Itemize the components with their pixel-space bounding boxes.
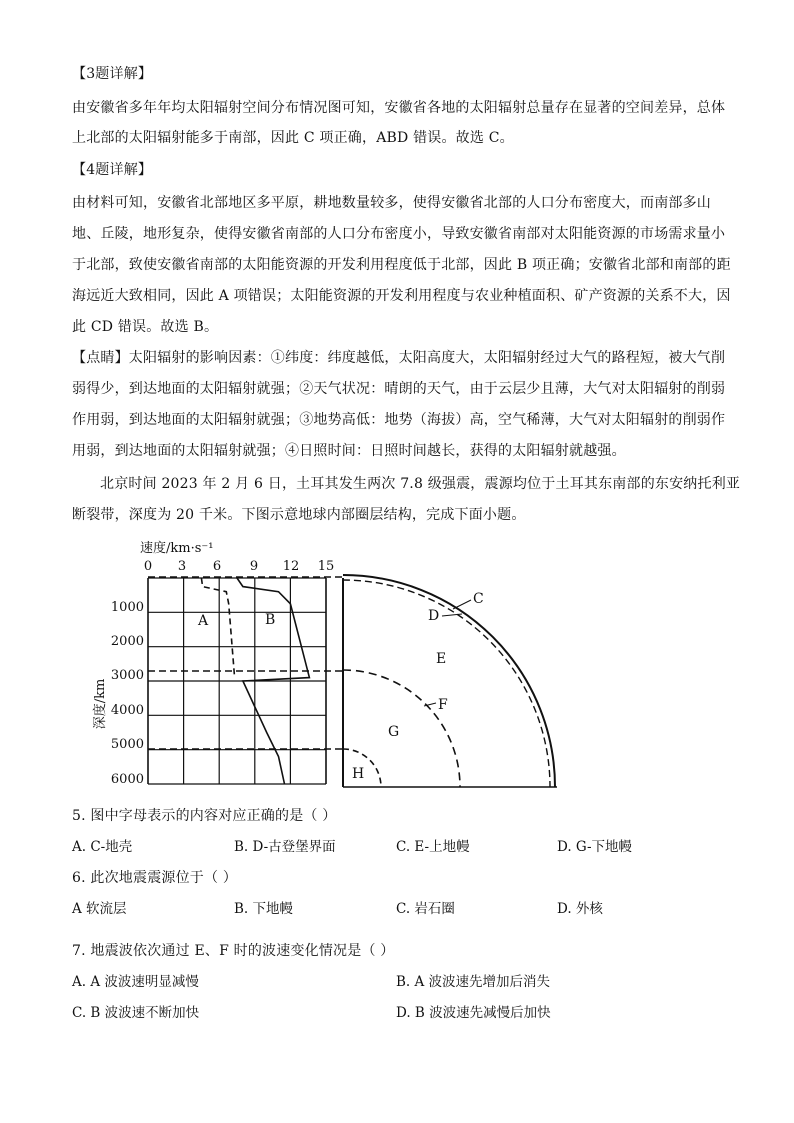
depth-tick: 3000 [110, 668, 144, 683]
q3-line-2: 上北部的太阳辐射能多于南部，因此 C 项正确，ABD 错误。故选 C。 [72, 130, 514, 146]
layer-label-c: C [473, 591, 484, 607]
crust-outer-arc [343, 575, 555, 787]
depth-tick: 2000 [110, 634, 144, 649]
tips-line-1: 【点睛】太阳辐射的影响因素：①纬度：纬度越低，太阳高度大，太阳辐射经过大气的路程短，被大气削 [72, 350, 726, 366]
q5-option-b[interactable]: B. D-古登堡界面 [234, 839, 336, 855]
velocity-grid [148, 578, 326, 784]
depth-tick: 4000 [110, 703, 144, 718]
q7-option-a[interactable]: A. A 波波速明显减慢 [72, 974, 199, 990]
wave-a-label: A [198, 613, 209, 629]
q4-line-1: 由材料可知，安徽省北部地区多平原，耕地数量较多，使得安徽省北部的人口分布密度大，而南部多山 [72, 195, 711, 211]
tips-line-4: 用弱，到达地面的太阳辐射就强；④日照时间：日照时间越长，获得的太阳辐射就越强。 [72, 443, 626, 459]
speed-tick: 3 [177, 559, 187, 574]
earth-structure-svg [90, 538, 570, 796]
q4-line-5: 此 CD 错误。故选 B。 [72, 319, 219, 335]
layer-label-e: E [436, 651, 447, 667]
speed-tick: 9 [249, 559, 259, 574]
depth-tick: 6000 [110, 772, 144, 787]
q6-option-d[interactable]: D. 外核 [557, 901, 603, 917]
tips-line-3: 作用弱，到达地面的太阳辐射就强；③地势高低：地势（海拔）高，空气稀薄，大气对太阳辐射的削弱作 [72, 412, 726, 428]
q6-option-a[interactable]: A 软流层 [72, 901, 127, 917]
depth-tick: 1000 [110, 600, 144, 615]
earth-structure-figure [90, 538, 570, 796]
intro-line-2: 断裂带，深度为 20 千米。下图示意地球内部圈层结构，完成下面小题。 [72, 507, 526, 523]
q3-line-1: 由安徽省多年年均太阳辐射空间分布情况图可知，安徽省各地的太阳辐射总量存在显著的空间差异，总体 [72, 100, 726, 116]
moho-arc [343, 580, 550, 787]
speed-tick: 0 [143, 559, 153, 574]
q7-option-c[interactable]: C. B 波波速不断加快 [72, 1005, 200, 1021]
layer-label-d: D [428, 608, 440, 624]
layer-c-leader [453, 600, 471, 609]
q4-heading: 【4题详解】 [72, 162, 153, 178]
layer-label-h: H [352, 766, 365, 782]
wave-b-label: B [265, 612, 276, 628]
q4-line-3: 于北部，致使安徽省南部的太阳能资源的开发利用程度低于北部，因此 B 项正确；安徽省北部和南部的距 [72, 257, 731, 273]
speed-tick: 6 [212, 559, 222, 574]
speed-axis-title: 速度/km·s⁻¹ [140, 541, 214, 556]
q4-line-2: 地、丘陵，地形复杂，使得安徽省南部的人口分布密度小，导致安徽省南部对太阳能资源的市场需求量小 [72, 226, 726, 242]
q5-option-a[interactable]: A. C-地壳 [72, 839, 133, 855]
q7-option-d[interactable]: D. B 波波速先减慢后加快 [396, 1005, 551, 1021]
q6-option-b[interactable]: B. 下地幔 [234, 901, 294, 917]
q4-line-4: 海远近大致相同，因此 A 项错误；太阳能资源的开发利用程度与农业种植面积、矿产资源的关系不大，因 [72, 288, 731, 304]
q6-stem: 6. 此次地震震源位于（ ） [72, 870, 238, 886]
q7-option-b[interactable]: B. A 波波速先增加后消失 [396, 974, 551, 990]
depth-axis-title: 深度/km [93, 678, 108, 730]
layer-label-g: G [388, 724, 400, 740]
speed-tick: 12 [282, 559, 300, 574]
depth-tick: 5000 [110, 737, 144, 752]
q3-heading: 【3题详解】 [72, 66, 153, 82]
layer-label-f: F [438, 697, 448, 713]
q5-option-d[interactable]: D. G-下地幔 [557, 839, 633, 855]
q6-option-c[interactable]: C. 岩石圈 [396, 901, 455, 917]
q7-stem: 7. 地震波依次通过 E、F 时的波速变化情况是（ ） [72, 943, 395, 959]
tips-line-2: 弱得少，到达地面的太阳辐射就强；②天气状况：晴朗的天气，由于云层少且薄，大气对太阳辐射的削弱 [72, 381, 726, 397]
speed-tick: 15 [317, 559, 335, 574]
q5-option-c[interactable]: C. E-上地幔 [396, 839, 470, 855]
intro-line-1: 北京时间 2023 年 2 月 6 日，土耳其发生两次 7.8 级强震，震源均位于土耳其东南部的东安纳托利亚 [100, 476, 741, 492]
q5-stem: 5. 图中字母表示的内容对应正确的是（ ） [72, 808, 337, 824]
